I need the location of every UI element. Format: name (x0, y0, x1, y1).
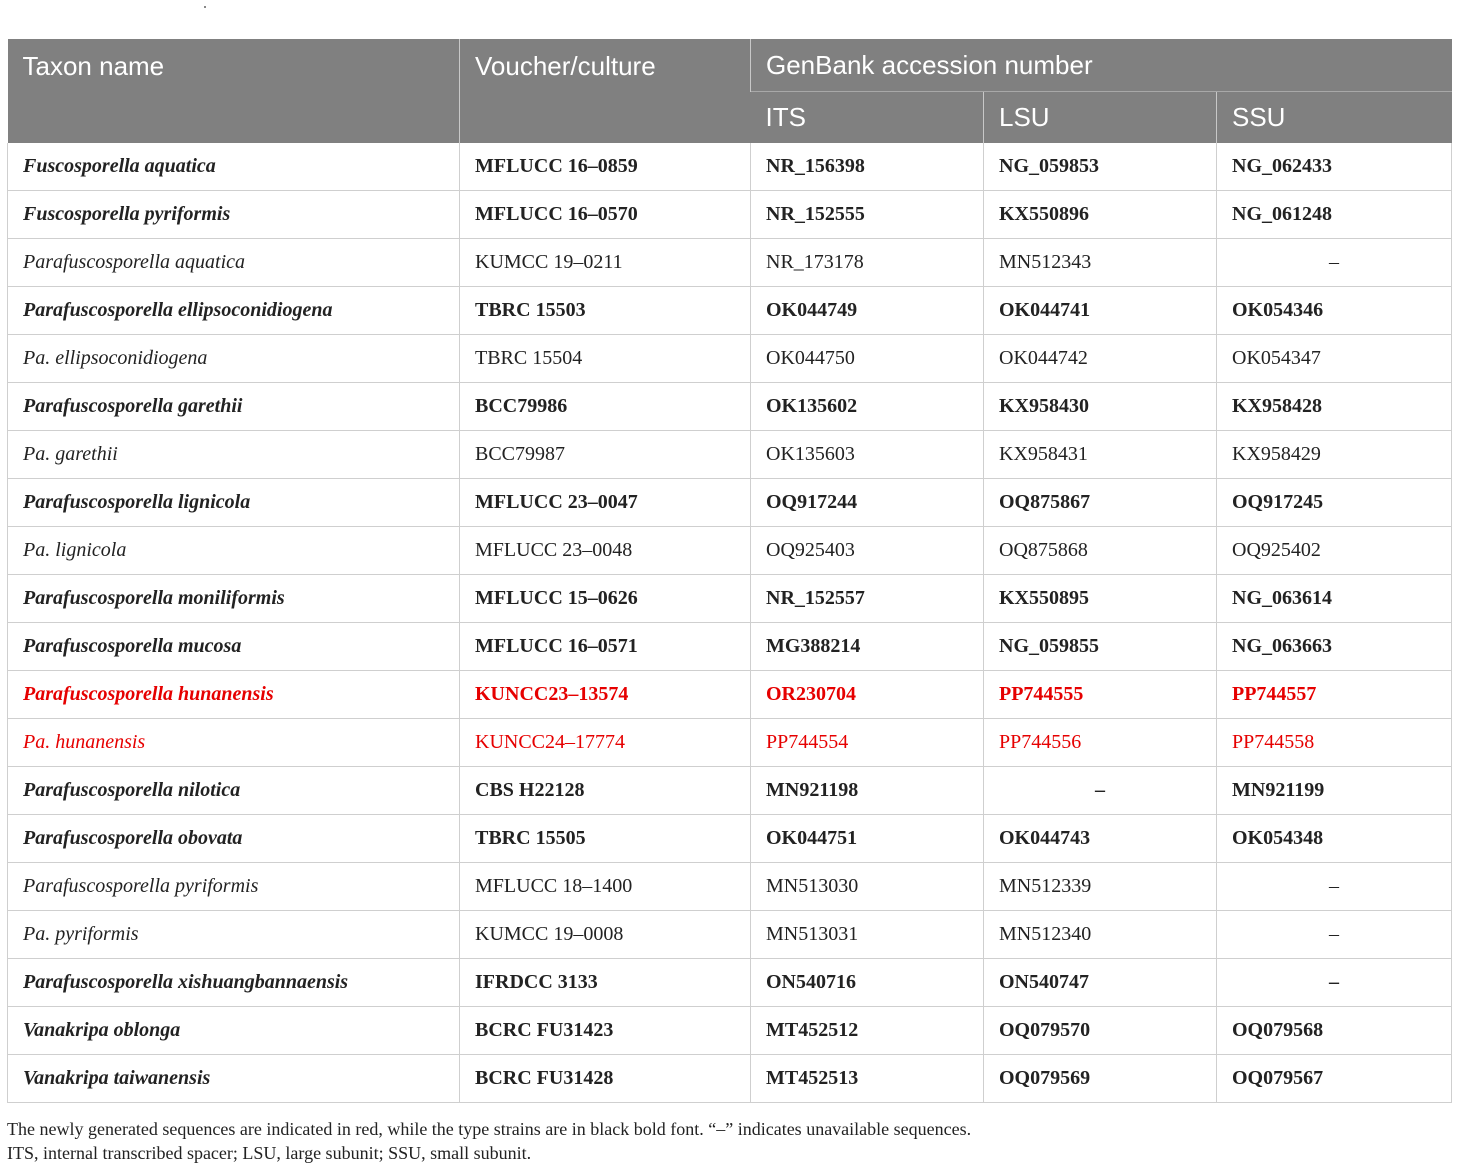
cell-lsu: KX550895 (984, 575, 1217, 623)
cell-ssu: OQ079568 (1217, 1007, 1452, 1055)
cell-taxon: Pa. ellipsoconidiogena (8, 335, 460, 383)
cell-voucher: TBRC 15505 (460, 815, 751, 863)
header-taxon: Taxon name (8, 39, 460, 143)
cell-voucher: MFLUCC 18–1400 (460, 863, 751, 911)
cell-its: OR230704 (751, 671, 984, 719)
cell-its: OQ917244 (751, 479, 984, 527)
cell-ssu: NG_062433 (1217, 143, 1452, 191)
cell-voucher: CBS H22128 (460, 767, 751, 815)
cell-voucher: MFLUCC 16–0570 (460, 191, 751, 239)
cell-ssu: – (1217, 863, 1452, 911)
footnote-legend: The newly generated sequences are indicated in red, while the type strains are in black bold font. “–” indicates unavailable sequences. (7, 1119, 972, 1139)
table-row (8, 335, 1452, 383)
cell-voucher: MFLUCC 23–0047 (460, 479, 751, 527)
table-row (8, 575, 1452, 623)
cell-ssu: KX958429 (1217, 431, 1452, 479)
cell-voucher: BCRC FU31423 (460, 1007, 751, 1055)
cell-lsu: OK044741 (984, 287, 1217, 335)
cell-voucher: MFLUCC 15–0626 (460, 575, 751, 623)
cell-its: NR_173178 (751, 239, 984, 287)
cell-taxon: Pa. lignicola (8, 527, 460, 575)
table-row (8, 623, 1452, 671)
table-row (8, 815, 1452, 863)
table-row (8, 1007, 1452, 1055)
cell-voucher: BCC79987 (460, 431, 751, 479)
table-row (8, 191, 1452, 239)
cell-voucher: KUMCC 19–0211 (460, 239, 751, 287)
cell-its: NR_152555 (751, 191, 984, 239)
cell-ssu: OQ917245 (1217, 479, 1452, 527)
cell-its: MN513030 (751, 863, 984, 911)
cell-ssu: – (1217, 911, 1452, 959)
cell-its: OK044749 (751, 287, 984, 335)
header-its: ITS (751, 92, 984, 144)
cell-taxon: Parafuscosporella mucosa (8, 623, 460, 671)
cell-voucher: IFRDCC 3133 (460, 959, 751, 1007)
header-voucher: Voucher/culture (460, 39, 751, 143)
table-row (8, 383, 1452, 431)
cell-ssu: PP744557 (1217, 671, 1452, 719)
cell-taxon: Parafuscosporella garethii (8, 383, 460, 431)
cell-taxon: Vanakripa taiwanensis (8, 1055, 460, 1103)
cell-its: OK135602 (751, 383, 984, 431)
cell-lsu: KX958430 (984, 383, 1217, 431)
cell-ssu: – (1217, 959, 1452, 1007)
cell-taxon: Parafuscosporella obovata (8, 815, 460, 863)
cell-ssu: NG_063614 (1217, 575, 1452, 623)
cell-lsu: – (984, 767, 1217, 815)
cell-taxon: Vanakripa oblonga (8, 1007, 460, 1055)
cell-its: OQ925403 (751, 527, 984, 575)
cell-lsu: MN512340 (984, 911, 1217, 959)
cell-voucher: TBRC 15504 (460, 335, 751, 383)
cell-its: ON540716 (751, 959, 984, 1007)
table-row (8, 479, 1452, 527)
cell-taxon: Parafuscosporella pyriformis (8, 863, 460, 911)
cell-lsu: MN512343 (984, 239, 1217, 287)
cell-lsu: OQ079569 (984, 1055, 1217, 1103)
cell-ssu: OQ925402 (1217, 527, 1452, 575)
cell-its: MT452513 (751, 1055, 984, 1103)
cell-lsu: PP744555 (984, 671, 1217, 719)
cell-taxon: Parafuscosporella ellipsoconidiogena (8, 287, 460, 335)
cell-lsu: MN512339 (984, 863, 1217, 911)
cell-voucher: TBRC 15503 (460, 287, 751, 335)
cell-lsu: PP744556 (984, 719, 1217, 767)
table-row (8, 911, 1452, 959)
cell-taxon: Parafuscosporella xishuangbannaensis (8, 959, 460, 1007)
cell-its: MG388214 (751, 623, 984, 671)
header-ssu: SSU (1217, 92, 1452, 144)
cell-its: NR_156398 (751, 143, 984, 191)
cell-ssu: OK054346 (1217, 287, 1452, 335)
cell-its: PP744554 (751, 719, 984, 767)
cell-taxon: Parafuscosporella lignicola (8, 479, 460, 527)
cell-voucher: KUNCC24–17774 (460, 719, 751, 767)
cell-its: MN513031 (751, 911, 984, 959)
cell-taxon: Fuscosporella pyriformis (8, 191, 460, 239)
table-row (8, 767, 1452, 815)
table-row (8, 863, 1452, 911)
table-row (8, 527, 1452, 575)
cell-ssu: PP744558 (1217, 719, 1452, 767)
cell-ssu: NG_063663 (1217, 623, 1452, 671)
cell-taxon: Parafuscosporella nilotica (8, 767, 460, 815)
cell-lsu: KX958431 (984, 431, 1217, 479)
cell-ssu: – (1217, 239, 1452, 287)
cell-voucher: MFLUCC 16–0571 (460, 623, 751, 671)
cell-voucher: KUMCC 19–0008 (460, 911, 751, 959)
cell-its: OK044751 (751, 815, 984, 863)
cell-taxon: Parafuscosporella hunanensis (8, 671, 460, 719)
cell-ssu: NG_061248 (1217, 191, 1452, 239)
header-genbank: GenBank accession number (751, 39, 1452, 92)
cell-its: OK135603 (751, 431, 984, 479)
cell-its: OK044750 (751, 335, 984, 383)
cell-lsu: KX550896 (984, 191, 1217, 239)
cell-taxon: Fuscosporella aquatica (8, 143, 460, 191)
cell-its: NR_152557 (751, 575, 984, 623)
footnote-abbreviations: ITS, internal transcribed spacer; LSU, large subunit; SSU, small subunit. (7, 1143, 532, 1163)
cell-voucher: MFLUCC 16–0859 (460, 143, 751, 191)
cell-voucher: MFLUCC 23–0048 (460, 527, 751, 575)
table-row (8, 671, 1452, 719)
cell-lsu: OQ875867 (984, 479, 1217, 527)
table-row (8, 959, 1452, 1007)
cell-taxon: Pa. pyriformis (8, 911, 460, 959)
cell-lsu: OQ079570 (984, 1007, 1217, 1055)
cell-ssu: OQ079567 (1217, 1055, 1452, 1103)
cell-taxon: Parafuscosporella aquatica (8, 239, 460, 287)
cell-ssu: KX958428 (1217, 383, 1452, 431)
table-row (8, 287, 1452, 335)
cell-taxon: Pa. hunanensis (8, 719, 460, 767)
table-row (8, 719, 1452, 767)
genbank-table (7, 39, 1452, 1103)
cell-lsu: OQ875868 (984, 527, 1217, 575)
cell-lsu: NG_059855 (984, 623, 1217, 671)
cell-taxon: Parafuscosporella moniliformis (8, 575, 460, 623)
cell-voucher: KUNCC23–13574 (460, 671, 751, 719)
cell-its: MT452512 (751, 1007, 984, 1055)
cell-taxon: Pa. garethii (8, 431, 460, 479)
cell-lsu: ON540747 (984, 959, 1217, 1007)
table-row (8, 143, 1452, 191)
cell-lsu: OK044742 (984, 335, 1217, 383)
cell-ssu: OK054348 (1217, 815, 1452, 863)
cell-voucher: BCC79986 (460, 383, 751, 431)
table-header (8, 39, 1452, 143)
cell-voucher: BCRC FU31428 (460, 1055, 751, 1103)
table-row (8, 431, 1452, 479)
cell-its: MN921198 (751, 767, 984, 815)
cell-lsu: NG_059853 (984, 143, 1217, 191)
cell-lsu: OK044743 (984, 815, 1217, 863)
table-row (8, 1055, 1452, 1103)
table-body (8, 143, 1452, 1103)
cell-ssu: MN921199 (1217, 767, 1452, 815)
stray-dot (204, 6, 206, 8)
header-lsu: LSU (984, 92, 1217, 144)
table-row (8, 239, 1452, 287)
cell-ssu: OK054347 (1217, 335, 1452, 383)
